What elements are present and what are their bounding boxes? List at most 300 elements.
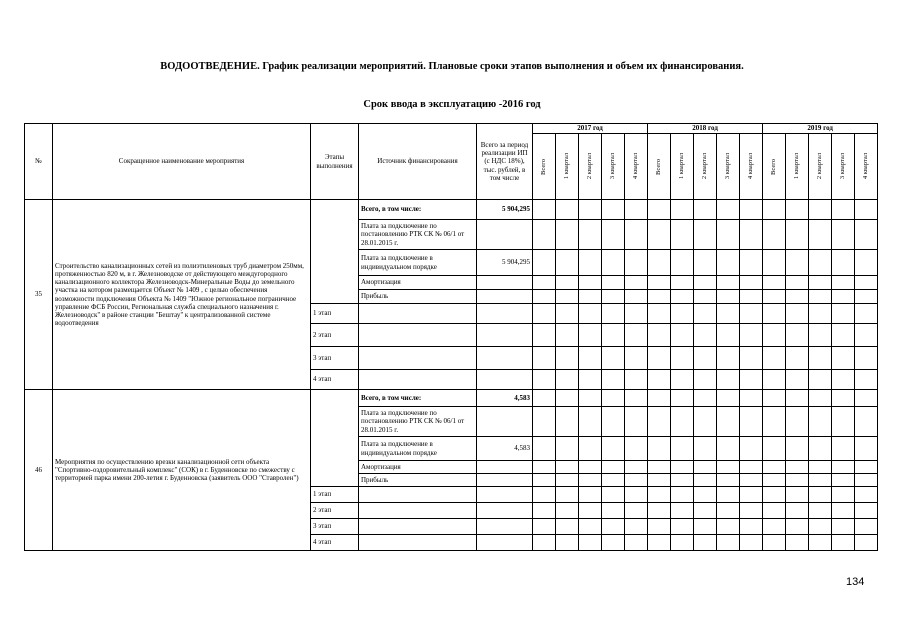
quarter-cell [717, 461, 740, 474]
stage-value-cell [477, 347, 533, 370]
subheader-total [763, 134, 786, 200]
quarter-cell [579, 503, 602, 519]
quarter-cell [763, 474, 786, 487]
subheader-label: 1 квартал [793, 153, 801, 180]
subheader-quarter [556, 134, 579, 200]
quarter-cell [717, 276, 740, 290]
quarter-cell [648, 487, 671, 503]
quarter-cell [602, 220, 625, 250]
quarter-cell [809, 220, 832, 250]
funding-source-value: 5 904,295 [477, 250, 533, 276]
quarter-cell [763, 304, 786, 324]
quarter-cell [832, 200, 855, 220]
quarter-cell [556, 324, 579, 347]
quarter-cell [556, 437, 579, 461]
quarter-cell [855, 304, 878, 324]
quarter-cell [579, 347, 602, 370]
quarter-cell [786, 370, 809, 390]
quarter-cell [625, 200, 648, 220]
quarter-cell [763, 347, 786, 370]
subheader-label: 2 квартал [816, 153, 824, 180]
header-stages: Этапы выполнения [311, 124, 359, 200]
stage-source-cell [359, 519, 477, 535]
quarter-cell [625, 250, 648, 276]
quarter-cell [579, 535, 602, 551]
quarter-cell [556, 461, 579, 474]
quarter-cell [625, 503, 648, 519]
quarter-cell [717, 200, 740, 220]
stage-value-cell [477, 370, 533, 390]
quarter-cell [671, 220, 694, 250]
quarter-cell [786, 250, 809, 276]
quarter-cell [556, 535, 579, 551]
stage-source-cell [359, 503, 477, 519]
quarter-cell [694, 519, 717, 535]
stage-label: 2 этап [311, 503, 359, 519]
quarter-cell [694, 304, 717, 324]
quarter-cell [671, 276, 694, 290]
subheader-label: 3 квартал [609, 153, 617, 180]
quarter-cell [855, 519, 878, 535]
quarter-cell [579, 304, 602, 324]
subheader-quarter [671, 134, 694, 200]
quarter-cell [832, 390, 855, 407]
quarter-cell [832, 250, 855, 276]
quarter-cell [671, 390, 694, 407]
funding-source-label: Прибыль [359, 290, 477, 304]
quarter-cell [533, 370, 556, 390]
quarter-cell [855, 220, 878, 250]
quarter-cell [602, 407, 625, 437]
quarter-cell [694, 370, 717, 390]
quarter-cell [602, 535, 625, 551]
quarter-cell [579, 519, 602, 535]
quarter-cell [579, 220, 602, 250]
stage-value-cell [477, 503, 533, 519]
quarter-cell [625, 437, 648, 461]
total-label: Всего, в том числе: [359, 200, 477, 220]
header-num: № [25, 124, 53, 200]
quarter-cell [579, 390, 602, 407]
quarter-cell [648, 503, 671, 519]
quarter-cell [602, 324, 625, 347]
quarter-cell [648, 290, 671, 304]
stage-source-cell [359, 370, 477, 390]
quarter-cell [694, 437, 717, 461]
stage-value-cell [477, 519, 533, 535]
quarter-cell [602, 250, 625, 276]
subheader-quarter [717, 134, 740, 200]
quarter-cell [625, 390, 648, 407]
quarter-cell [533, 437, 556, 461]
quarter-cell [717, 370, 740, 390]
quarter-cell [809, 390, 832, 407]
project-name: Строительство канализационных сетей из полиэтиленовых труб диаметром 250мм, протяженностью 820 м, в г. Железноводске от действующего междугородного канализационного коллектора Железноводск-Минеральные Воды до земельного участка на котором размещается Объект № 1409 , с целью обеспечения возможности подключения Объекта № 1409 "Южное региональное пограничное управление ФСБ России, Региональная служба специального назначения г. Железноводск" в районе станции "Бештау" к централизованной системе водоотведения [53, 200, 311, 390]
quarter-cell [694, 220, 717, 250]
quarter-cell [648, 220, 671, 250]
stage-source-cell [359, 347, 477, 370]
quarter-cell [717, 324, 740, 347]
quarter-cell [763, 370, 786, 390]
total-value: 4,583 [477, 390, 533, 407]
quarter-cell [717, 487, 740, 503]
quarter-cell [855, 437, 878, 461]
project-number: 46 [25, 390, 53, 551]
quarter-cell [648, 390, 671, 407]
quarter-cell [786, 304, 809, 324]
subheader-label: 4 квартал [862, 153, 870, 180]
quarter-cell [671, 487, 694, 503]
page-number: 134 [846, 576, 865, 588]
quarter-cell [625, 304, 648, 324]
subheader-label: 3 квартал [724, 153, 732, 180]
quarter-cell [763, 407, 786, 437]
funding-source-value [477, 461, 533, 474]
stage-label: 1 этап [311, 487, 359, 503]
stage-label: 3 этап [311, 347, 359, 370]
quarter-cell [602, 200, 625, 220]
quarter-cell [671, 347, 694, 370]
quarter-cell [625, 347, 648, 370]
quarter-cell [602, 503, 625, 519]
quarter-cell [579, 487, 602, 503]
quarter-cell [648, 347, 671, 370]
quarter-cell [855, 503, 878, 519]
quarter-cell [694, 276, 717, 290]
quarter-cell [763, 220, 786, 250]
quarter-cell [855, 290, 878, 304]
quarter-cell [602, 474, 625, 487]
quarter-cell [786, 535, 809, 551]
quarter-cell [625, 407, 648, 437]
quarter-cell [648, 437, 671, 461]
quarter-cell [786, 461, 809, 474]
quarter-cell [556, 304, 579, 324]
quarter-cell [533, 220, 556, 250]
funding-source-value [477, 220, 533, 250]
stage-blank-cell [311, 390, 359, 487]
quarter-cell [533, 474, 556, 487]
quarter-cell [763, 250, 786, 276]
quarter-cell [763, 324, 786, 347]
quarter-cell [809, 503, 832, 519]
quarter-cell [625, 324, 648, 347]
quarter-cell [717, 407, 740, 437]
quarter-cell [648, 370, 671, 390]
total-label: Всего, в том числе: [359, 390, 477, 407]
quarter-cell [648, 200, 671, 220]
quarter-cell [832, 437, 855, 461]
stage-label: 4 этап [311, 370, 359, 390]
quarter-cell [671, 200, 694, 220]
stage-source-cell [359, 487, 477, 503]
quarter-cell [648, 250, 671, 276]
quarter-cell [740, 304, 763, 324]
quarter-cell [671, 503, 694, 519]
quarter-cell [786, 474, 809, 487]
quarter-cell [671, 250, 694, 276]
quarter-cell [763, 437, 786, 461]
quarter-cell [602, 290, 625, 304]
project-number: 35 [25, 200, 53, 390]
quarter-cell [809, 200, 832, 220]
document-subtitle: Срок ввода в эксплуатацию -2016 год [363, 99, 541, 110]
quarter-cell [556, 276, 579, 290]
quarter-cell [809, 290, 832, 304]
quarter-cell [786, 290, 809, 304]
quarter-cell [533, 503, 556, 519]
stage-source-cell [359, 535, 477, 551]
quarter-cell [533, 535, 556, 551]
stage-label: 2 этап [311, 324, 359, 347]
subheader-quarter [786, 134, 809, 200]
quarter-cell [809, 474, 832, 487]
subheader-label: 2 квартал [701, 153, 709, 180]
quarter-cell [740, 535, 763, 551]
quarter-cell [671, 519, 694, 535]
quarter-cell [579, 276, 602, 290]
quarter-cell [671, 370, 694, 390]
quarter-cell [740, 503, 763, 519]
quarter-cell [556, 390, 579, 407]
quarter-cell [579, 461, 602, 474]
funding-source-label: Амортизация [359, 461, 477, 474]
quarter-cell [717, 220, 740, 250]
quarter-cell [533, 324, 556, 347]
stage-blank-cell [311, 200, 359, 304]
quarter-cell [556, 519, 579, 535]
stage-label: 1 этап [311, 304, 359, 324]
stage-label: 3 этап [311, 519, 359, 535]
quarter-cell [809, 407, 832, 437]
quarter-cell [740, 461, 763, 474]
subheader-label: 2 квартал [586, 153, 594, 180]
quarter-cell [809, 347, 832, 370]
quarter-cell [556, 370, 579, 390]
stage-value-cell [477, 487, 533, 503]
quarter-cell [763, 200, 786, 220]
quarter-cell [740, 347, 763, 370]
quarter-cell [694, 390, 717, 407]
quarter-cell [694, 347, 717, 370]
quarter-cell [717, 304, 740, 324]
quarter-cell [832, 370, 855, 390]
quarter-cell [740, 370, 763, 390]
quarter-cell [717, 519, 740, 535]
quarter-cell [694, 290, 717, 304]
stage-value-cell [477, 304, 533, 324]
subheader-label: 1 квартал [678, 153, 686, 180]
quarter-cell [809, 370, 832, 390]
funding-source-value: 4,583 [477, 437, 533, 461]
funding-source-label: Прибыль [359, 474, 477, 487]
subheader-label: Всего [655, 158, 663, 175]
quarter-cell [832, 461, 855, 474]
quarter-cell [740, 487, 763, 503]
quarter-cell [602, 276, 625, 290]
quarter-cell [809, 276, 832, 290]
quarter-cell [533, 347, 556, 370]
quarter-cell [832, 324, 855, 347]
quarter-cell [533, 200, 556, 220]
funding-source-value [477, 407, 533, 437]
quarter-cell [740, 390, 763, 407]
quarter-cell [786, 347, 809, 370]
stage-value-cell [477, 535, 533, 551]
quarter-cell [740, 324, 763, 347]
quarter-cell [855, 276, 878, 290]
quarter-cell [671, 535, 694, 551]
quarter-cell [556, 407, 579, 437]
stage-label: 4 этап [311, 535, 359, 551]
subheader-quarter [579, 134, 602, 200]
quarter-cell [694, 250, 717, 276]
quarter-cell [717, 437, 740, 461]
quarter-cell [763, 487, 786, 503]
quarter-cell [602, 304, 625, 324]
quarter-cell [740, 220, 763, 250]
quarter-cell [740, 519, 763, 535]
quarter-cell [579, 324, 602, 347]
quarter-cell [740, 474, 763, 487]
quarter-cell [832, 487, 855, 503]
quarter-cell [855, 461, 878, 474]
quarter-cell [671, 474, 694, 487]
quarter-cell [694, 535, 717, 551]
quarter-cell [648, 519, 671, 535]
quarter-cell [556, 503, 579, 519]
quarter-cell [832, 276, 855, 290]
quarter-cell [809, 461, 832, 474]
quarter-cell [556, 487, 579, 503]
quarter-cell [671, 461, 694, 474]
header-year-2019: 2019 год [763, 124, 878, 134]
quarter-cell [533, 276, 556, 290]
quarter-cell [671, 407, 694, 437]
quarter-cell [579, 370, 602, 390]
quarter-cell [763, 503, 786, 519]
quarter-cell [533, 487, 556, 503]
quarter-cell [786, 437, 809, 461]
quarter-cell [786, 200, 809, 220]
quarter-cell [855, 347, 878, 370]
quarter-cell [648, 324, 671, 347]
quarter-cell [625, 487, 648, 503]
subheader-quarter [832, 134, 855, 200]
quarter-cell [786, 487, 809, 503]
quarter-cell [763, 519, 786, 535]
quarter-cell [763, 535, 786, 551]
funding-source-value [477, 290, 533, 304]
table-row [25, 200, 878, 220]
project-name: Мероприятия по осуществлению врезки канализационной сети объекта "Спортивно-оздоровительный комплекс" (СОК) в г. Буденновске по смежеству с территорией парка имени 200-летия г. Буденновска (заявитель ООО "Ставролен") [53, 390, 311, 551]
document-title: ВОДООТВЕДЕНИЕ. График реализации мероприятий. Плановые сроки этапов выполнения и объем их финансирования. [160, 61, 744, 72]
quarter-cell [579, 474, 602, 487]
quarter-cell [809, 324, 832, 347]
quarter-cell [763, 461, 786, 474]
quarter-cell [786, 324, 809, 347]
quarter-cell [579, 290, 602, 304]
quarter-cell [602, 487, 625, 503]
funding-source-label: Плата за подключение по постановлению РТК СК № 06/1 от 28.01.2015 г. [359, 407, 477, 437]
quarter-cell [717, 390, 740, 407]
quarter-cell [625, 461, 648, 474]
quarter-cell [602, 370, 625, 390]
header-source: Источник финансирования [359, 124, 477, 200]
quarter-cell [602, 390, 625, 407]
subheader-quarter [625, 134, 648, 200]
quarter-cell [671, 324, 694, 347]
quarter-cell [740, 290, 763, 304]
quarter-cell [556, 474, 579, 487]
quarter-cell [694, 200, 717, 220]
table-row [25, 390, 878, 407]
funding-source-value [477, 276, 533, 290]
quarter-cell [694, 407, 717, 437]
quarter-cell [625, 370, 648, 390]
quarter-cell [855, 250, 878, 276]
quarter-cell [717, 347, 740, 370]
quarter-cell [533, 407, 556, 437]
header-total: Всего за период реализации ИП (с НДС 18%), тыс. рублей, в том числе [477, 124, 533, 200]
quarter-cell [533, 250, 556, 276]
quarter-cell [625, 276, 648, 290]
quarter-cell [648, 276, 671, 290]
quarter-cell [740, 250, 763, 276]
quarter-cell [832, 290, 855, 304]
quarter-cell [556, 250, 579, 276]
quarter-cell [855, 370, 878, 390]
quarter-cell [533, 290, 556, 304]
quarter-cell [648, 407, 671, 437]
quarter-cell [855, 200, 878, 220]
quarter-cell [763, 276, 786, 290]
quarter-cell [786, 407, 809, 437]
quarter-cell [625, 290, 648, 304]
quarter-cell [694, 487, 717, 503]
quarter-cell [717, 250, 740, 276]
funding-source-label: Плата за подключение в индивидуальном порядке [359, 437, 477, 461]
quarter-cell [740, 276, 763, 290]
quarter-cell [717, 474, 740, 487]
quarter-cell [809, 487, 832, 503]
quarter-cell [625, 519, 648, 535]
quarter-cell [786, 503, 809, 519]
quarter-cell [832, 503, 855, 519]
quarter-cell [533, 390, 556, 407]
quarter-cell [832, 304, 855, 324]
header-name: Сокращенное наименование мероприятия [53, 124, 311, 200]
quarter-cell [717, 535, 740, 551]
quarter-cell [740, 437, 763, 461]
quarter-cell [625, 474, 648, 487]
subheader-label: 3 квартал [839, 153, 847, 180]
quarter-cell [602, 347, 625, 370]
quarter-cell [809, 519, 832, 535]
quarter-cell [648, 474, 671, 487]
quarter-cell [694, 474, 717, 487]
header-year-2017: 2017 год [533, 124, 648, 134]
quarter-cell [809, 304, 832, 324]
total-value: 5 904,295 [477, 200, 533, 220]
subheader-label: Всего [770, 158, 778, 175]
quarter-cell [694, 461, 717, 474]
quarter-cell [763, 290, 786, 304]
quarter-cell [832, 407, 855, 437]
quarter-cell [556, 200, 579, 220]
subheader-total [648, 134, 671, 200]
quarter-cell [648, 535, 671, 551]
